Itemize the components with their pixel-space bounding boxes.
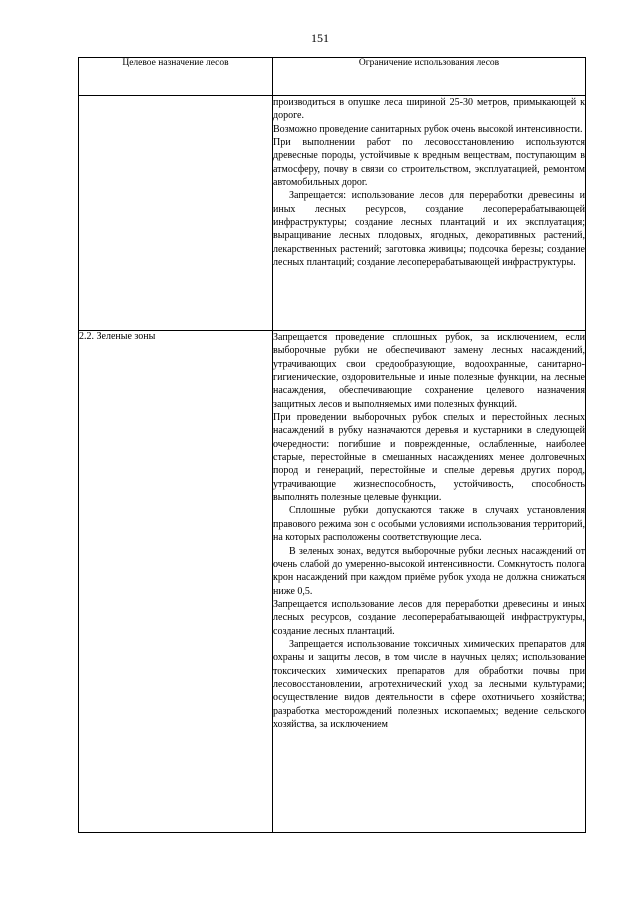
header-usage-restrictions: Ограничение использования лесов bbox=[273, 58, 586, 96]
forest-restrictions-table bbox=[78, 57, 586, 833]
restriction-paragraph: В зеленых зонах, ведутся выборочные рубки лесных насаждений от очень слабой до умеренно-высокой интенсивности. Сомкнутость полога крон насаждений при каждом приёме рубок ухода не должна снижаться ниже 0,5. bbox=[273, 545, 585, 597]
restriction-paragraph: Запрещается проведение сплошных рубок, за исключением, если выборочные рубки не обеспечивают замену лесных насаждений, утрачивающих свои средообразующие, водоохранные, санитарно-гигиенические, оздоровительные и иные полезные функции, на лесные насаждения, обеспечивающие сохранение целевого назначения защитных лесов и выполняемых ими полезных функций. bbox=[273, 332, 585, 410]
restriction-paragraph: При выполнении работ по лесовосстановлению используются древесные породы, устойчивые к вредным веществам, поступающим в атмосферу, почву в связи со строительством, эксплуатацией, ремонтом автомобильных дорог. bbox=[273, 137, 585, 189]
row-purpose-cell bbox=[79, 96, 273, 331]
restriction-paragraph: Запрещается: использование лесов для переработки древесины и иных лесных ресурсов, создание лесоперерабатывающей инфраструктуры; создание лесных плантаций и их эксплуатация; выращивание лесных плодовых, ягодных, декоративных растений, лекарственных растений; заготовка живицы; подсочка березы; создание лесных плантаций; создание лесоперерабатывающей инфраструктуры. bbox=[273, 190, 585, 269]
table-row bbox=[79, 96, 586, 331]
restriction-paragraph: производиться в опушке леса шириной 25-30 метров, примыкающей к дороге. bbox=[273, 97, 585, 122]
row-restrictions-cell bbox=[273, 96, 586, 331]
restriction-paragraph: Возможно проведение санитарных рубок очень высокой интенсивности. bbox=[273, 123, 583, 135]
restriction-paragraph: Запрещается использование токсичных химических препаратов для охраны и защиты лесов, в том числе в научных целях; использование токсических химических препаратов для обработки почвы при лесовосстановлении, агротехнический уход за лесными культурами; осуществление видов деятельности в сфере охотничьего хозяйства; разработка месторождений полезных ископаемых; ведение сельского хозяйства, за исключением bbox=[273, 638, 585, 730]
row-restrictions-cell bbox=[273, 331, 586, 833]
restriction-paragraph: При проведении выборочных рубок спелых и перестойных лесных насаждений в рубку назначаются деревья и кустарники в следующей очередности: погибшие и поврежденные, ослабленные, наиболее старые, перестойные в смешанных насаждениях менее долговечных пород и генераций, перестойные и спелые деревья других пород, утрачивающие жизнеспособность, устойчивость, способность выполнять полезные целевые функции. bbox=[273, 412, 585, 504]
table-row bbox=[79, 331, 586, 833]
restriction-paragraph: Сплошные рубки допускаются также в случаях установления правового режима зон с особыми условиями использования территорий, на которых расположены соответствующие леса. bbox=[273, 505, 585, 544]
table-header-row bbox=[79, 58, 586, 96]
restriction-paragraph: Запрещается использование лесов для переработки древесины и иных лесных ресурсов, создание лесоперерабатывающей инфраструктуры, создание лесных плантаций. bbox=[273, 598, 585, 637]
page-number: 151 bbox=[311, 31, 329, 45]
header-forest-purpose: Целевое назначение лесов bbox=[79, 58, 273, 96]
row-purpose-cell: 2.2. Зеленые зоны bbox=[79, 331, 273, 833]
